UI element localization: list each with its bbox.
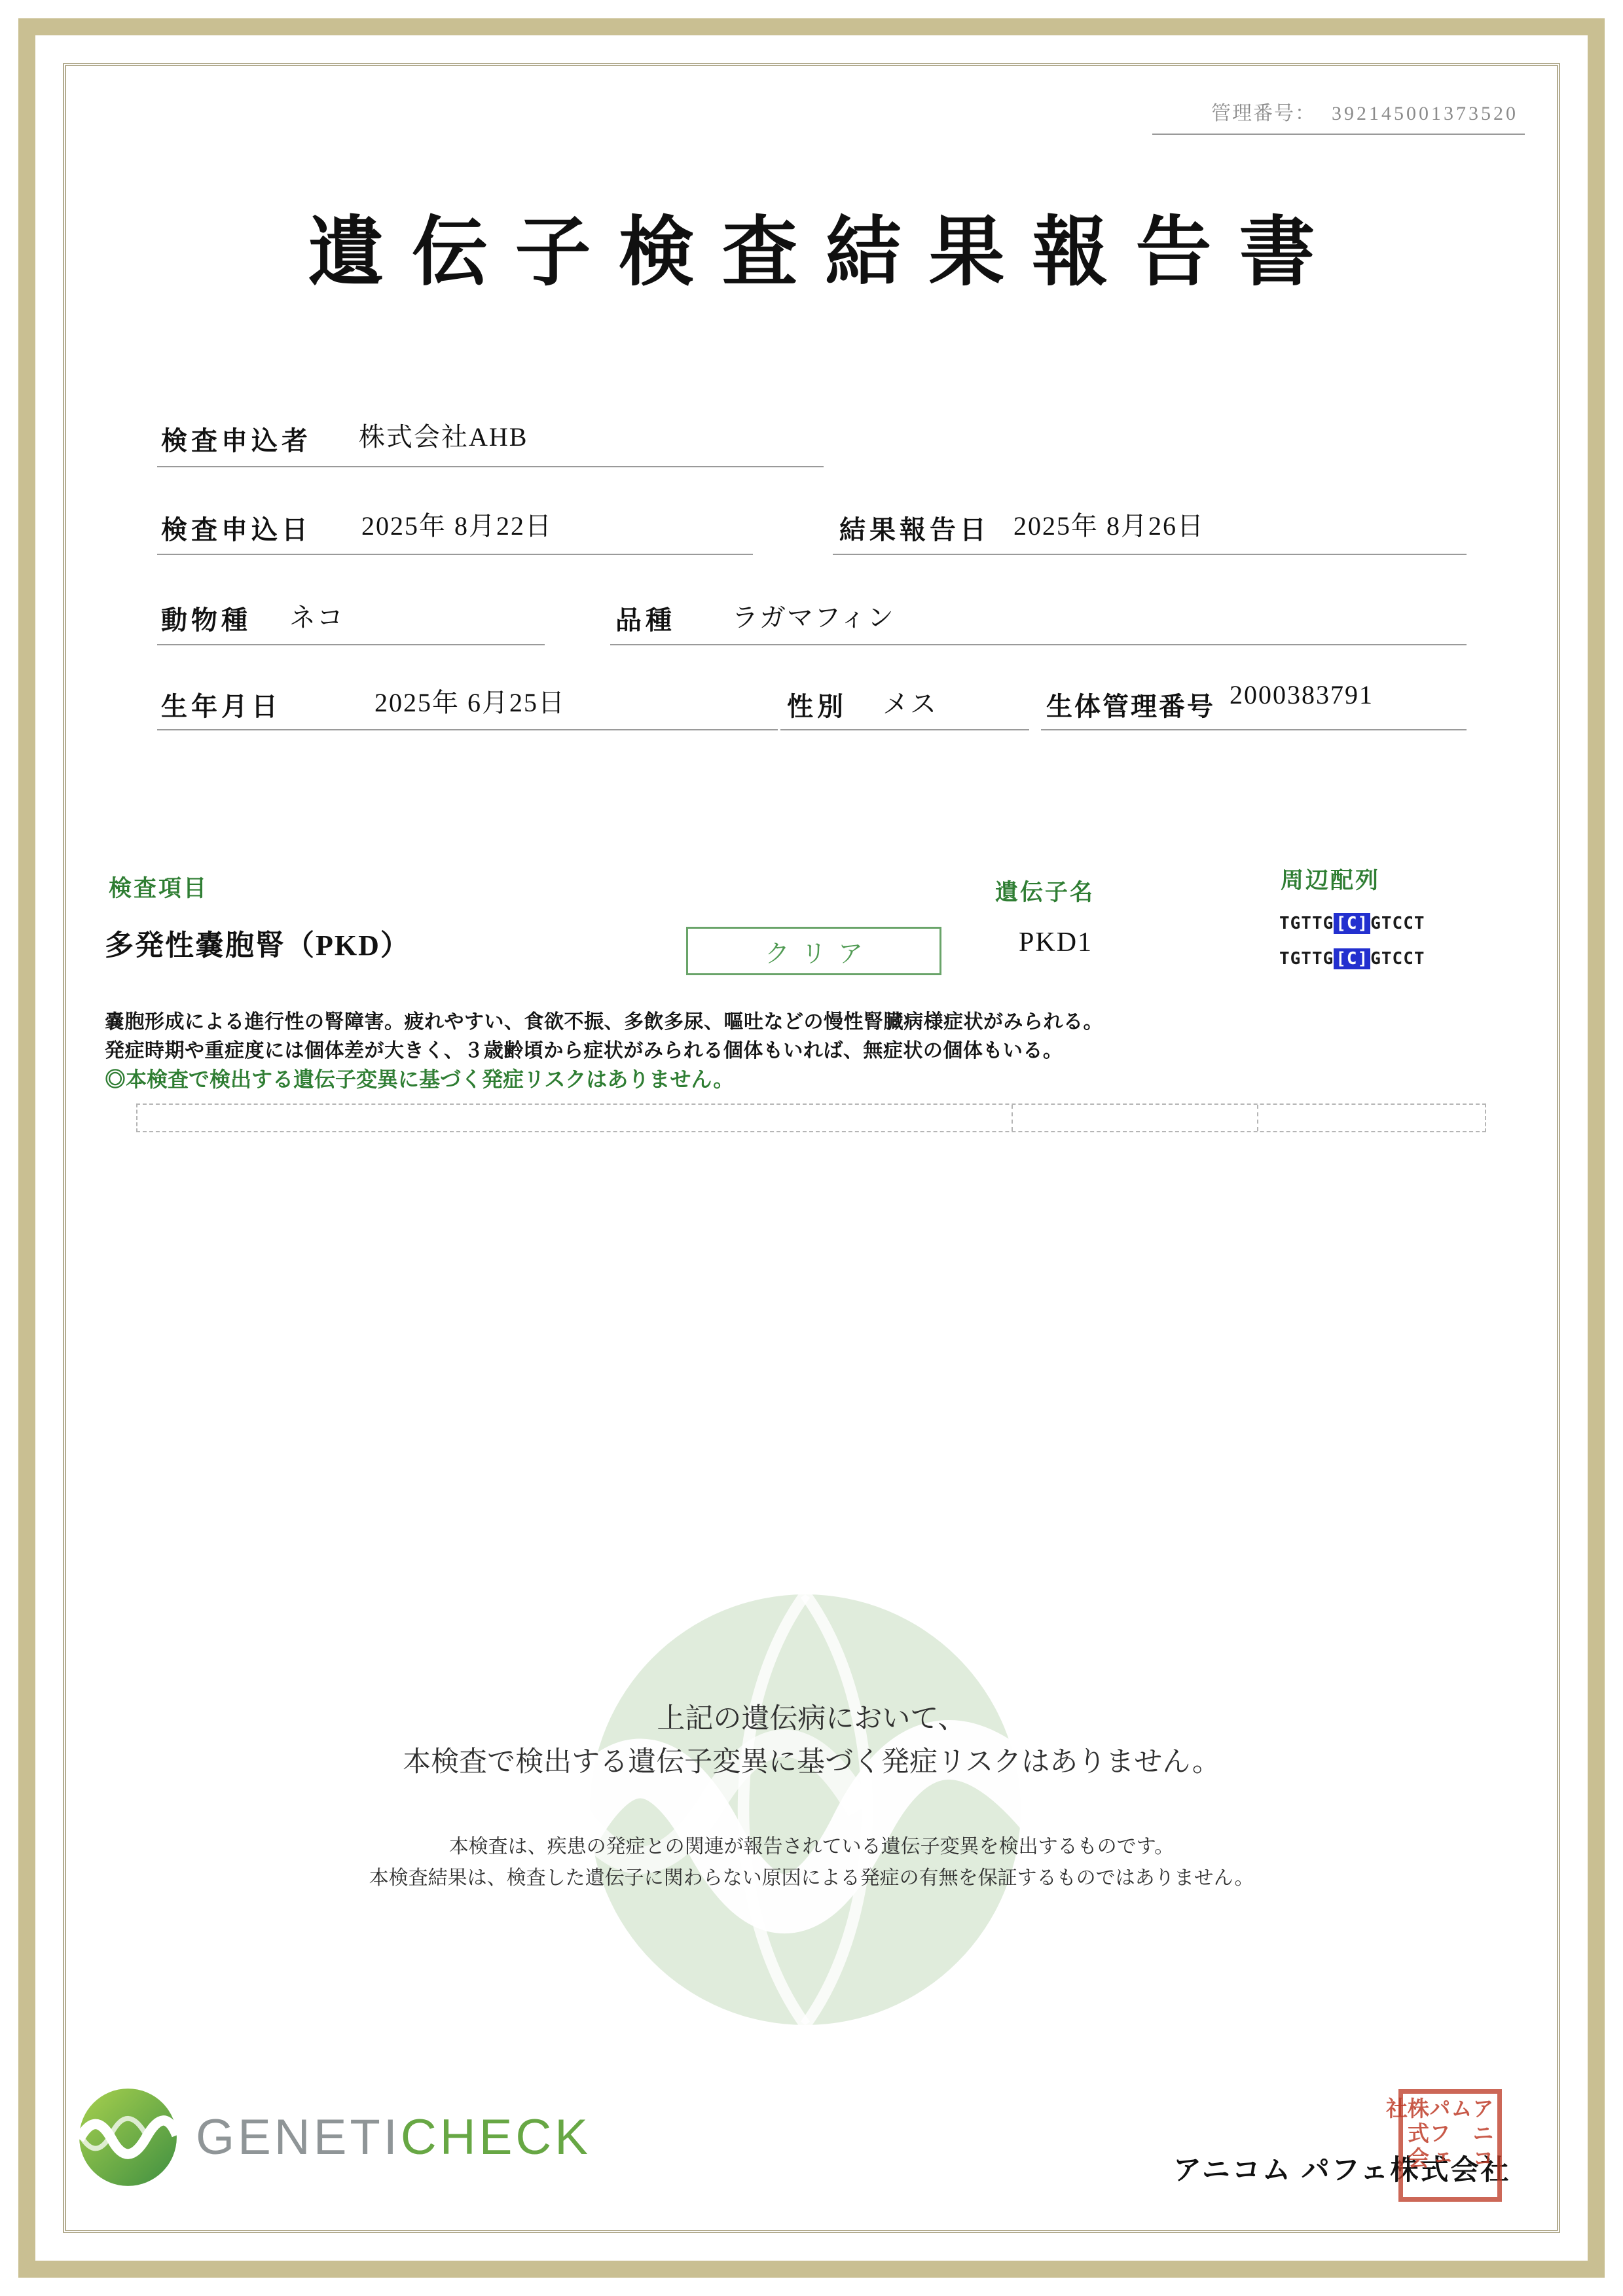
gene-name-value: PKD1 — [1019, 927, 1093, 958]
seal-column: アニコム — [1448, 2097, 1493, 2172]
sequence-suffix: GTCCT — [1370, 914, 1425, 933]
watermark-logo — [576, 1581, 1034, 2039]
disease-description-line2: 発症時期や重症度には個体差が大きく、３歳齢頃から症状がみられる個体もいれば、無症状の個体もいる。 — [105, 1040, 1063, 1062]
breed-value: ラガマフィン — [732, 603, 895, 632]
test-item-name: 多発性嚢胞腎（PKD） — [105, 929, 410, 961]
sequence-variant-base: [C] — [1334, 913, 1370, 934]
breed-underline — [610, 644, 1467, 645]
page-title: 遺伝子検査結果報告書 — [308, 211, 1343, 295]
applicant-underline — [157, 466, 824, 467]
logo-text-check: CHECK — [400, 2109, 591, 2165]
animal-id-value: 2000383791 — [1230, 680, 1374, 709]
risk-note: ◎本検査で検出する遺伝子変異に基づく発症リスクはありません。 — [105, 1067, 735, 1091]
empty-row-divider — [1257, 1105, 1258, 1131]
sex-label: 性別 — [787, 692, 847, 721]
company-seal — [1383, 2089, 1502, 2202]
summary-note-1: 本検査は、疾患の発症との関連が報告されている遺伝子変異を検出するものです。 — [448, 1836, 1175, 1857]
logo-text-geneti: GENETI — [196, 2109, 401, 2165]
species-value: ネコ — [289, 603, 344, 632]
sequence-suffix: GTCCT — [1370, 949, 1425, 969]
management-number-value: 392145001373520 — [1332, 103, 1518, 124]
animal-id-underline — [1041, 729, 1467, 730]
result-status-badge: クリア — [686, 927, 941, 975]
sex-underline — [780, 729, 1029, 730]
apply-date-underline — [157, 554, 753, 555]
summary-note-2: 本検査結果は、検査した遺伝子に関わらない原因による発症の有無を保証するものではありません。 — [369, 1867, 1254, 1889]
test-item-header: 検査項目 — [109, 876, 209, 901]
applicant-value: 株式会社AHB — [359, 422, 528, 452]
birth-date-value: 2025年 6月25日 — [374, 688, 566, 717]
summary-line-1: 上記の遺伝病において、 — [657, 1703, 966, 1734]
empty-row-divider — [1012, 1105, 1013, 1131]
species-label: 動物種 — [161, 605, 251, 635]
birth-date-label: 生年月日 — [161, 692, 282, 721]
empty-result-row — [136, 1103, 1486, 1132]
species-underline — [157, 644, 545, 645]
applicant-label: 検査申込者 — [161, 426, 312, 456]
seal-column: 株式会社 — [1383, 2097, 1428, 2172]
gene-name-header: 遺伝子名 — [995, 880, 1095, 905]
report-date-underline — [833, 554, 1467, 555]
sex-value: メス — [883, 689, 938, 719]
sequence-prefix: TGTTG — [1279, 914, 1334, 933]
management-number-block — [1152, 97, 1525, 135]
geneticheck-logo-mark — [77, 2087, 179, 2188]
seal-column: パフェ — [1426, 2097, 1450, 2172]
report-date-label: 結果報告日 — [839, 515, 990, 545]
sequence-variant-base: [C] — [1334, 948, 1370, 969]
sequence-header: 周辺配列 — [1281, 868, 1381, 893]
animal-id-label: 生体管理番号 — [1046, 692, 1215, 721]
birth-date-underline — [157, 729, 778, 730]
company-name: アニコム パフェ株式会社 — [1173, 2155, 1511, 2186]
sequence-line-1 — [1279, 914, 1425, 933]
apply-date-label: 検査申込日 — [161, 515, 312, 545]
summary-line-2: 本検査で検出する遺伝子変異に基づく発症リスクはありません。 — [403, 1746, 1220, 1778]
report-date-value: 2025年 8月26日 — [1013, 511, 1205, 541]
geneticheck-logo — [77, 2087, 591, 2188]
breed-label: 品種 — [615, 605, 676, 635]
management-number-label: 管理番号： — [1211, 103, 1316, 124]
sequence-line-2 — [1279, 949, 1425, 969]
disease-description-line1: 嚢胞形成による進行性の腎障害。疲れやすい、食欲不振、多飲多尿、嘔吐などの慢性腎臓病様症状がみられる。 — [105, 1011, 1103, 1033]
sequence-prefix: TGTTG — [1279, 949, 1334, 969]
apply-date-value: 2025年 8月22日 — [361, 511, 553, 541]
